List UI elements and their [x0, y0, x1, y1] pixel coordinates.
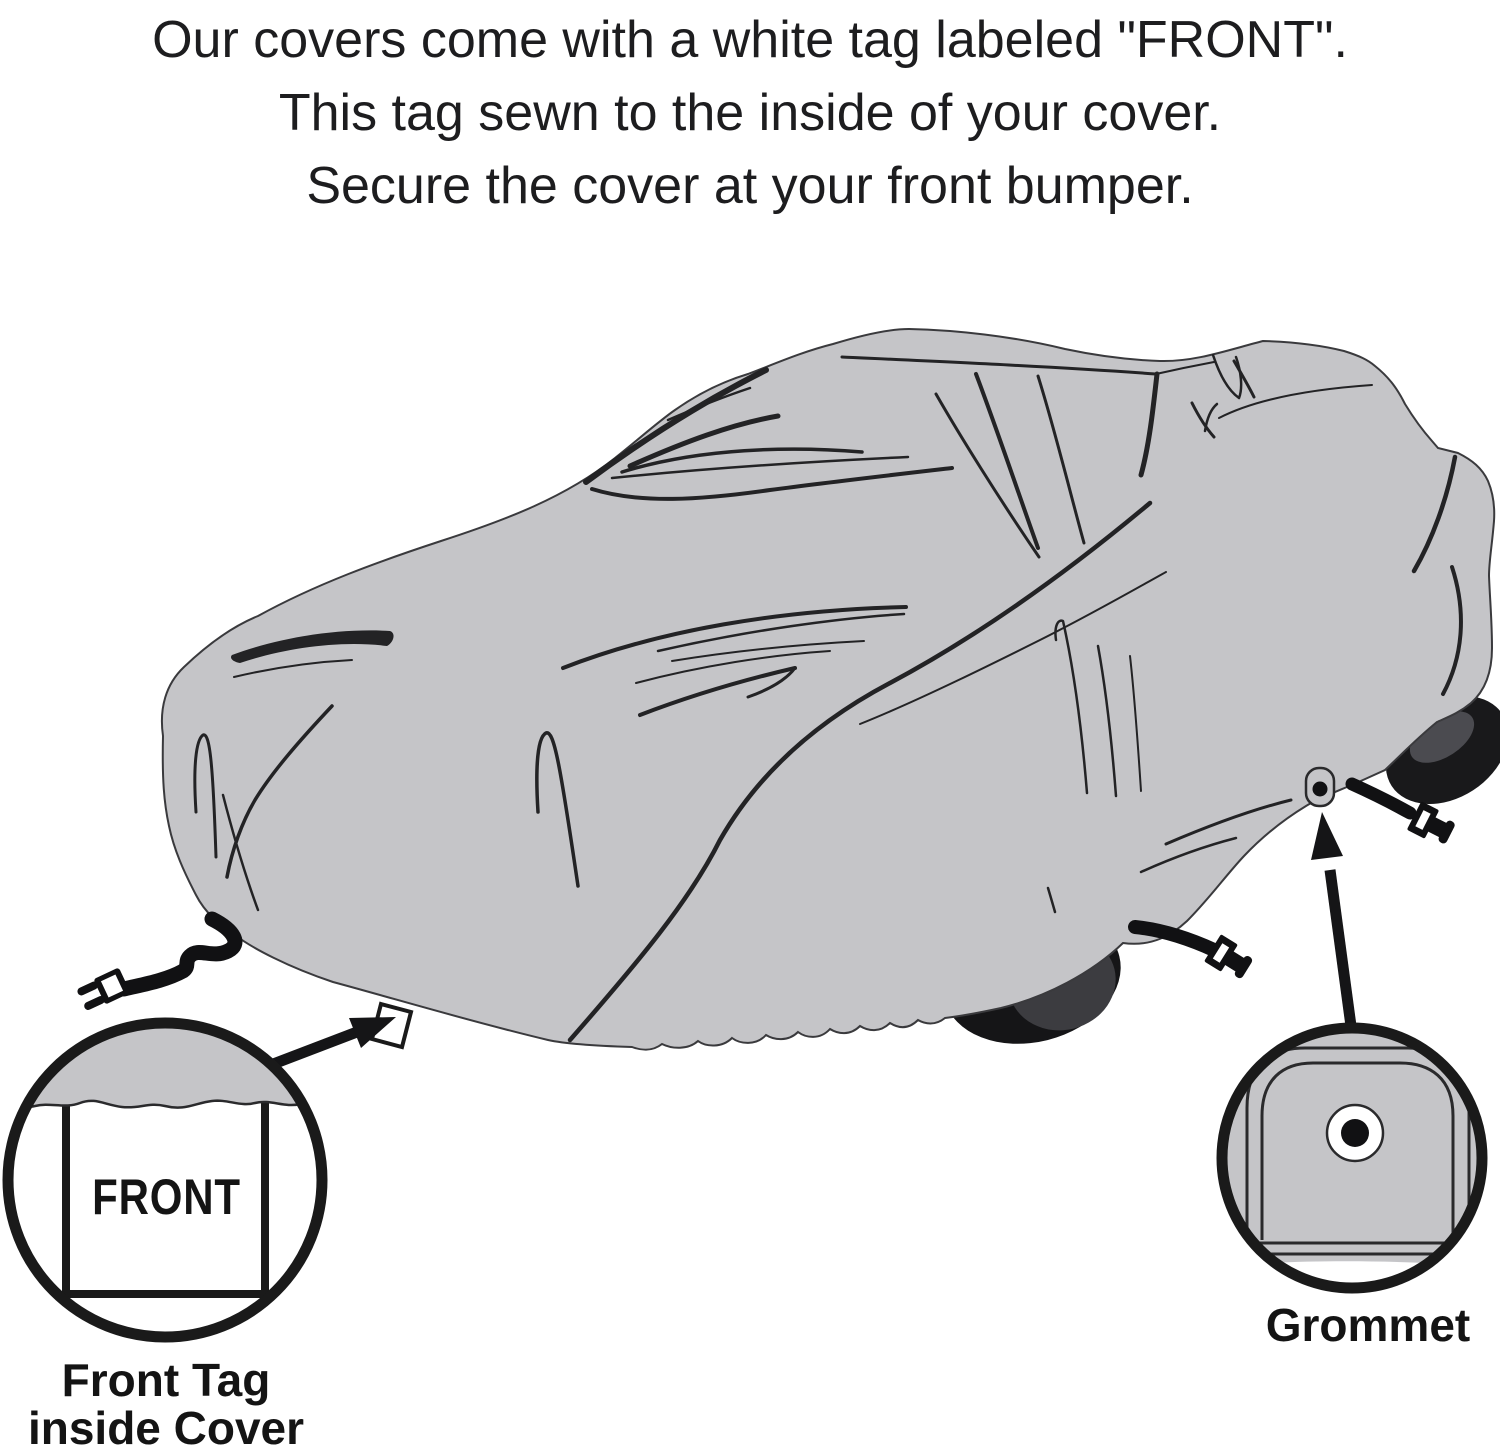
arrowhead-icon	[1311, 812, 1343, 860]
front-tag-caption-line-1: Front Tag	[61, 1354, 271, 1406]
grommet-on-cover	[1306, 768, 1334, 806]
buckle	[1407, 801, 1458, 848]
front-buckle-strap	[75, 919, 235, 1013]
instructions-line-2: This tag sewn to the inside of your cover.	[278, 84, 1222, 142]
arrow-shaft	[268, 1032, 357, 1066]
buckle-prong	[83, 995, 106, 1012]
grommet-inset	[1210, 1028, 1495, 1300]
car-cover-body	[162, 329, 1494, 1050]
grommet-caption: Grommet	[1265, 1299, 1471, 1351]
buckle	[75, 967, 130, 1013]
buckle-prong	[76, 980, 99, 997]
front-tag-caption	[0, 1356, 332, 1452]
strap-webbing	[124, 919, 235, 989]
grommet-hole	[1313, 782, 1328, 797]
front-tag-label: FRONT	[92, 1169, 241, 1225]
fabric-bottom-gap	[1210, 1261, 1495, 1300]
arrow-shaft	[1330, 870, 1351, 1026]
inset-grommet-hole	[1341, 1119, 1369, 1147]
instructions-line-3: Secure the cover at your front bumper.	[306, 157, 1194, 215]
instructions-line-1: Our covers come with a white tag labeled "FRONT".	[152, 11, 1348, 69]
front-tag-caption-line-2: inside Cover	[27, 1402, 305, 1454]
arrow-to-grommet	[1311, 812, 1351, 1026]
middle-strap	[1135, 927, 1256, 983]
